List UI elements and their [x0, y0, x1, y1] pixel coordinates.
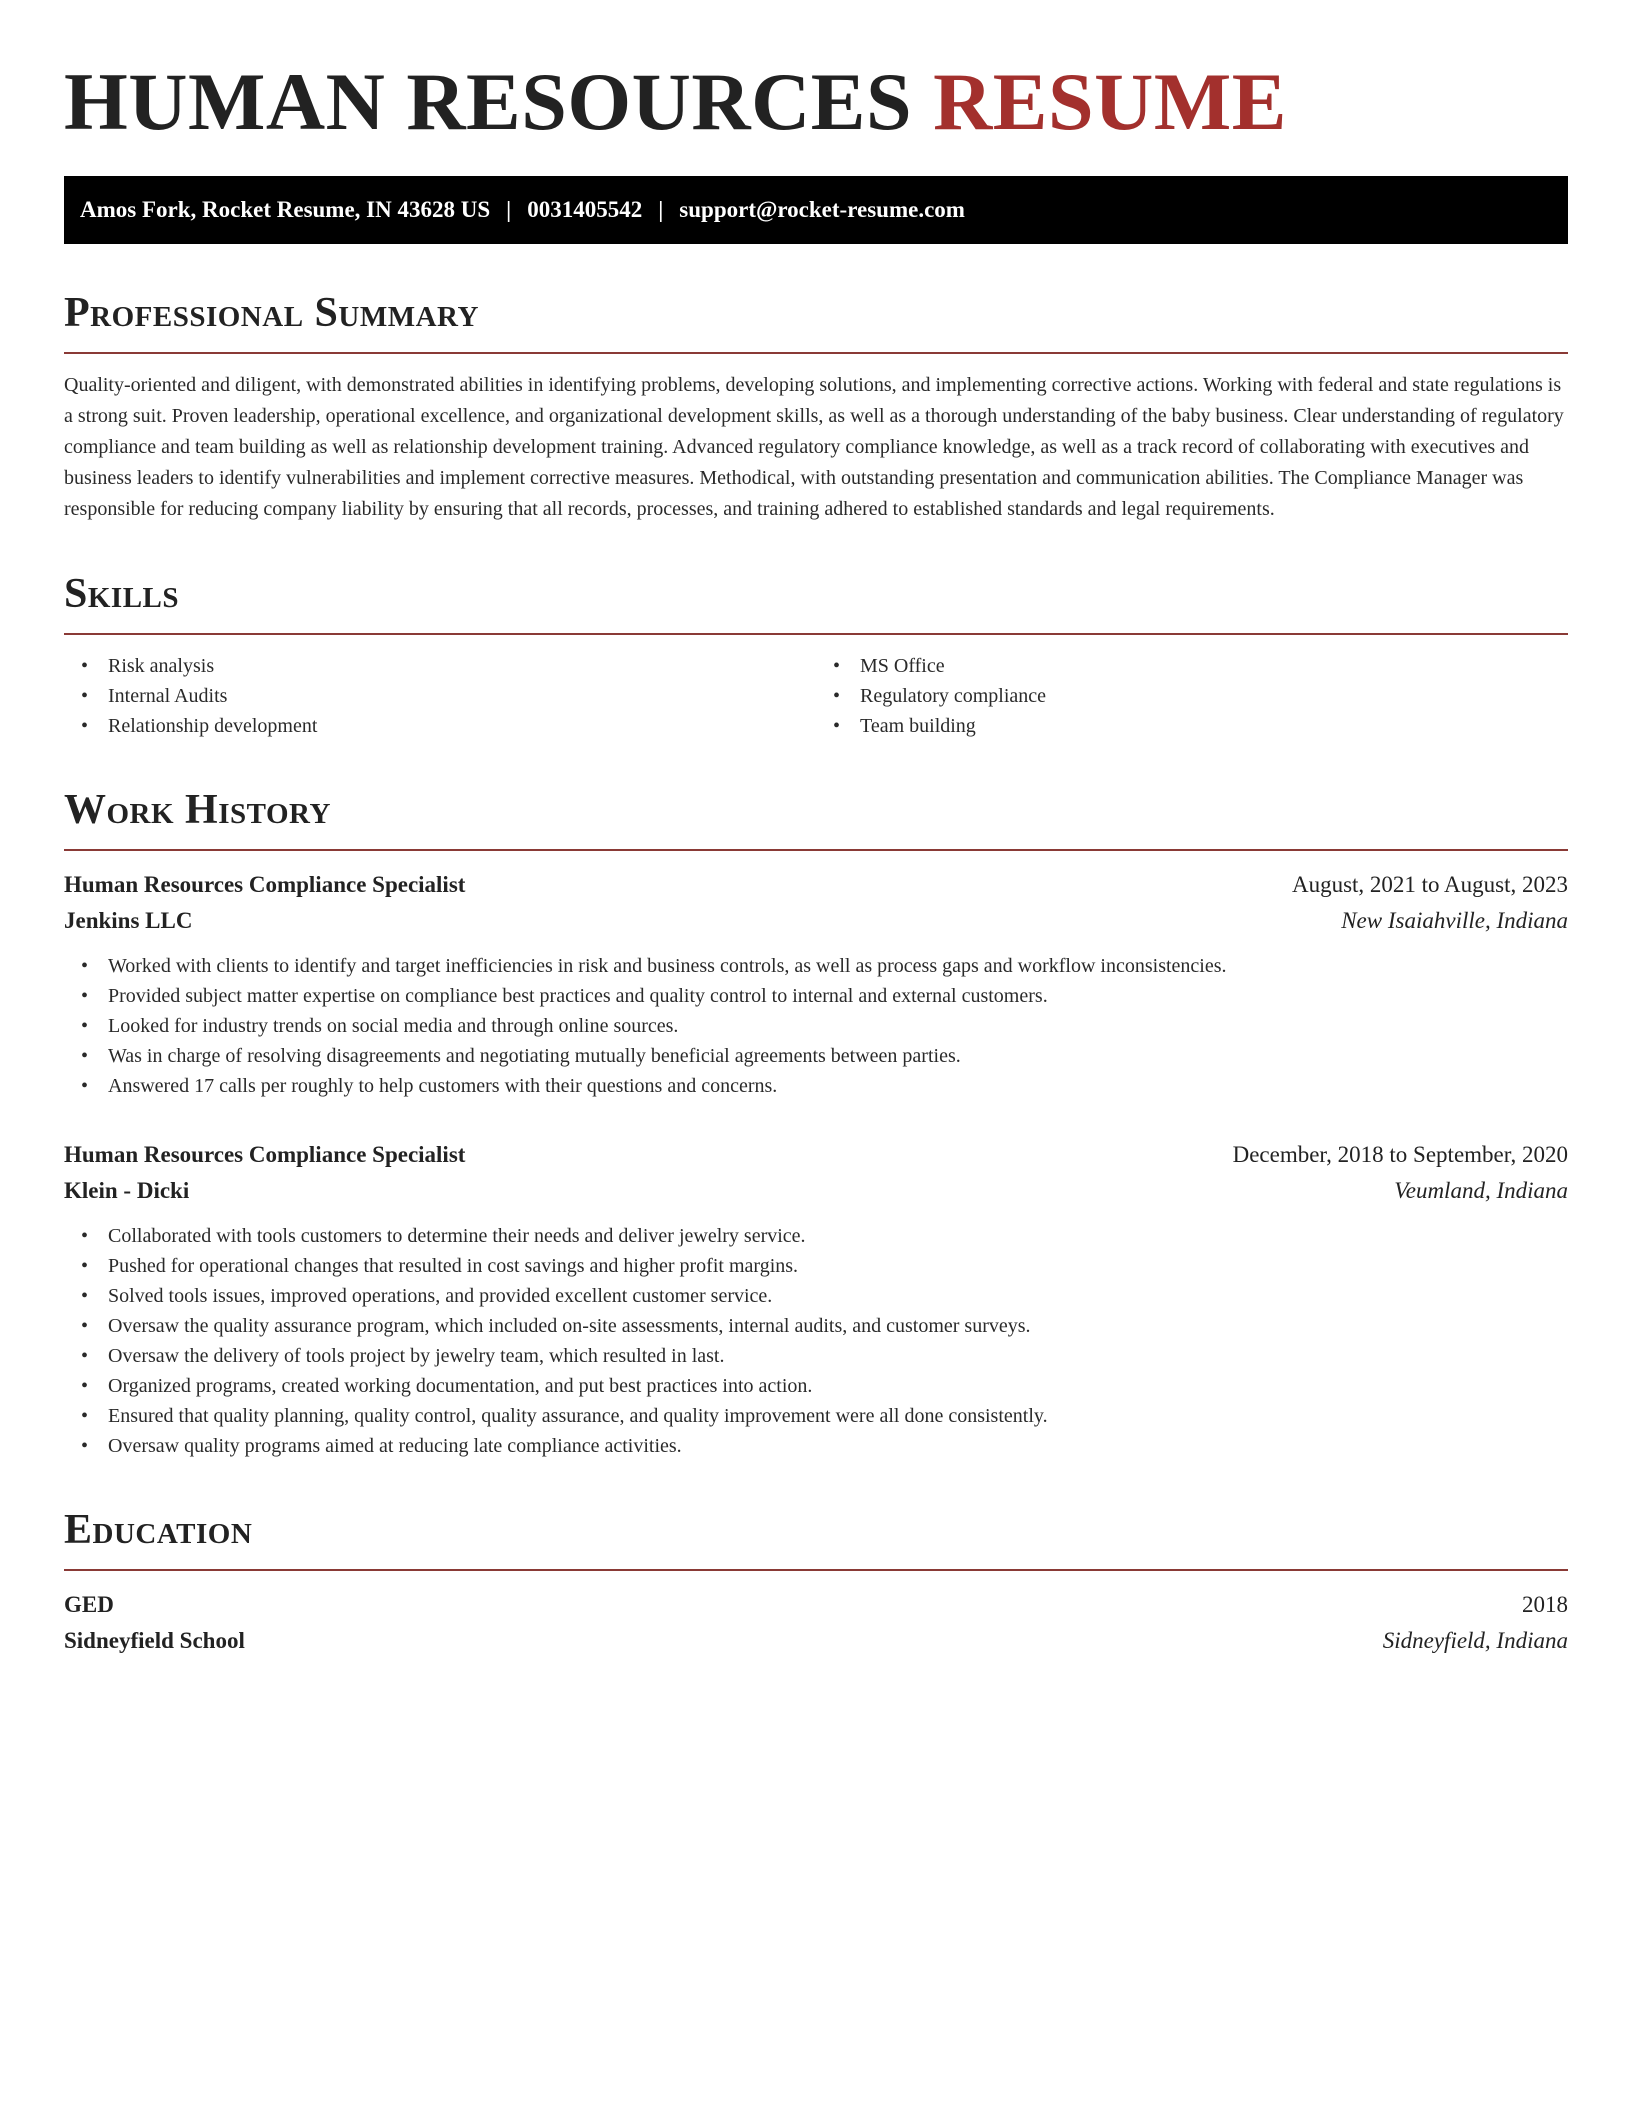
resume-title [64, 52, 1568, 152]
job-bullet: • Pushed for operational changes that resulted in cost savings and higher profit margins. [108, 1251, 1568, 1281]
job-entry [64, 867, 1568, 1101]
education-degree: GED [64, 1592, 114, 1617]
job-bullet: • Worked with clients to identify and target inefficiencies in risk and business controls, as well as process gaps and workflow inconsistencies. [108, 951, 1568, 981]
job-header-row [64, 1137, 1568, 1173]
job-bullets [64, 1221, 1568, 1461]
contact-email: support@rocket-resume.com [679, 197, 965, 222]
contact-separator: | [658, 197, 664, 222]
title-accent: RESUME [933, 56, 1287, 147]
education-section [64, 1505, 1568, 1659]
job-header-row [64, 867, 1568, 903]
job-company: Jenkins LLC [64, 908, 193, 933]
job-bullet: • Oversaw quality programs aimed at reducing late compliance activities. [108, 1431, 1568, 1461]
title-main: HUMAN RESOURCES [64, 56, 913, 147]
education-year: 2018 [1522, 1592, 1568, 1617]
job-bullet: • Answered 17 calls per roughly to help customers with their questions and concerns. [108, 1071, 1568, 1101]
job-bullet: • Ensured that quality planning, quality control, quality assurance, and quality improvement were all done consistently. [108, 1401, 1568, 1431]
skills-section [64, 569, 1568, 741]
skill-item: • Internal Audits [108, 681, 816, 711]
summary-section [64, 288, 1568, 525]
job-bullet: • Organized programs, created working documentation, and put best practices into action. [108, 1371, 1568, 1401]
job-bullet: • Solved tools issues, improved operations, and provided excellent customer service. [108, 1281, 1568, 1311]
skill-item: • Team building [860, 711, 1568, 741]
section-divider [64, 1569, 1568, 1571]
skills-list-right [816, 651, 1568, 741]
education-degree-row [64, 1587, 1568, 1623]
section-divider [64, 352, 1568, 354]
work-history-section [64, 785, 1568, 1461]
section-divider [64, 633, 1568, 635]
job-location: Veumland, Indiana [1394, 1178, 1568, 1203]
education-location: Sidneyfield, Indiana [1382, 1628, 1568, 1653]
contact-address: Amos Fork, Rocket Resume, IN 43628 US [80, 197, 491, 222]
job-dates: December, 2018 to September, 2020 [1232, 1142, 1568, 1167]
contact-phone: 0031405542 [527, 197, 643, 222]
job-bullet: • Provided subject matter expertise on compliance best practices and quality control to internal and external customers. [108, 981, 1568, 1011]
contact-separator: | [506, 197, 512, 222]
job-bullet: • Was in charge of resolving disagreements and negotiating mutually beneficial agreements between parties. [108, 1041, 1568, 1071]
job-title: Human Resources Compliance Specialist [64, 1142, 466, 1167]
job-company: Klein - Dicki [64, 1178, 190, 1203]
education-school-row [64, 1623, 1568, 1659]
job-bullet: • Oversaw the delivery of tools project by jewelry team, which resulted in last. [108, 1341, 1568, 1371]
summary-heading: Professional Summary [64, 290, 479, 336]
work-history-heading: Work History [64, 787, 331, 833]
skill-item: • Regulatory compliance [860, 681, 1568, 711]
job-bullet: • Collaborated with tools customers to determine their needs and deliver jewelry service. [108, 1221, 1568, 1251]
job-bullet: • Looked for industry trends on social media and through online sources. [108, 1011, 1568, 1041]
skill-item: • Risk analysis [108, 651, 816, 681]
job-company-row [64, 903, 1568, 939]
summary-text: Quality-oriented and diligent, with demonstrated abilities in identifying problems, developing solutions, and implementing corrective actions. Working with federal and state regulations is a strong suit. Proven leadership, operational excellence, and organizational development skills, as well as a thorough understanding of the baby business. Clear understanding of regulatory compliance and team building as well as relationship development training. Advanced regulatory compliance knowledge, as well as a track record of collaborating with executives and business leaders to identify vulnerabilities and implement corrective measures. Methodical, with outstanding presentation and communication abilities. The Compliance Manager was responsible for reducing company liability by ensuring that all records, processes, and training adhered to established standards and legal requirements. [64, 374, 1564, 520]
job-bullet: • Oversaw the quality assurance program, which included on-site assessments, internal audits, and customer surveys. [108, 1311, 1568, 1341]
job-company-row [64, 1173, 1568, 1209]
section-divider [64, 849, 1568, 851]
job-location: New Isaiahville, Indiana [1341, 908, 1568, 933]
skill-item: • MS Office [860, 651, 1568, 681]
job-bullets [64, 951, 1568, 1101]
skills-list-left [64, 651, 816, 741]
contact-bar [64, 176, 1568, 244]
education-school: Sidneyfield School [64, 1628, 245, 1653]
job-entry [64, 1137, 1568, 1461]
skills-columns [64, 651, 1568, 741]
job-dates: August, 2021 to August, 2023 [1291, 872, 1568, 897]
skills-heading: Skills [64, 571, 180, 617]
skill-item: • Relationship development [108, 711, 816, 741]
job-title: Human Resources Compliance Specialist [64, 872, 466, 897]
education-heading: Education [64, 1507, 253, 1553]
